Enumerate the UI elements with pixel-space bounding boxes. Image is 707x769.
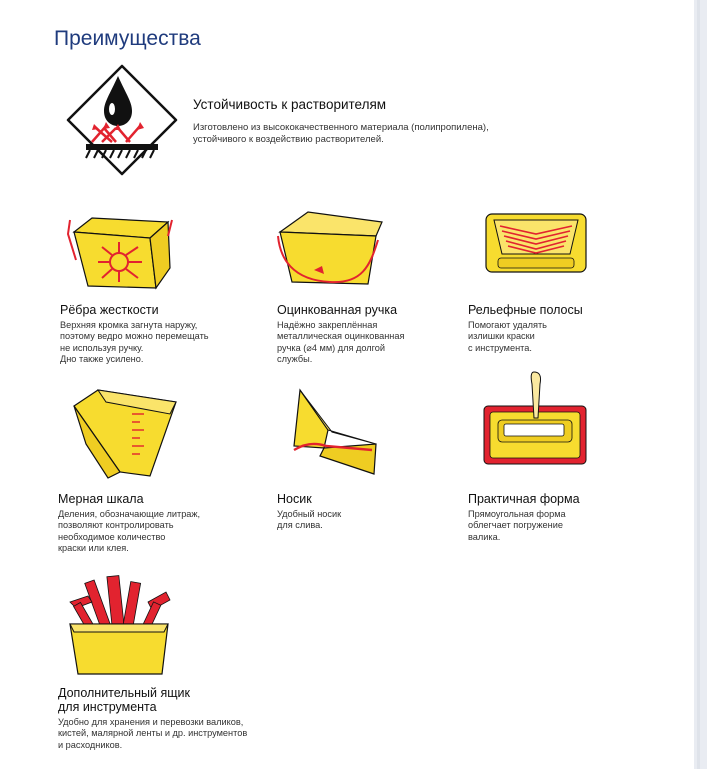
solvent-title: Устойчивость к растворителям xyxy=(193,97,387,112)
page-title: Преимущества xyxy=(54,27,201,50)
feature-title: Рёбра жесткости xyxy=(60,303,159,317)
feature-description: Прямоугольная форма облегчает погружение валика. xyxy=(468,509,566,542)
feature-description: Помогают удалять излишки краски с инструмента. xyxy=(468,320,547,353)
feature-title: Оцинкованная ручка xyxy=(277,303,398,317)
spout-icon xyxy=(290,386,380,478)
feature-title: Рельефные полосы xyxy=(468,303,583,317)
feature-practical-shape xyxy=(468,492,580,543)
feature-description: Надёжно закреплённая металлическая оцинкованная ручка (⌀4 мм) для долгой службы. xyxy=(277,320,405,365)
feature-description: Удобный носик для слива. xyxy=(277,509,342,531)
feature-description: Верхняя кромка загнута наружу, поэтому ведро можно перемещать не используя ручку. Дно также усилено. xyxy=(60,320,209,365)
stiffening-ribs-icon xyxy=(64,212,176,294)
feature-title: Носик xyxy=(277,492,312,506)
right-scrollbar[interactable] xyxy=(694,0,707,769)
galvanized-handle-icon xyxy=(272,208,388,294)
feature-spout xyxy=(277,492,341,532)
feature-tool-box xyxy=(58,686,247,751)
feature-title: Практичная форма xyxy=(468,492,580,506)
solvent-resistance-icon xyxy=(66,64,178,176)
scrollbar-track xyxy=(697,0,700,769)
feature-relief-stripes xyxy=(468,303,583,354)
solvent-description: Изготовлено из высококачественного материала (полипропилена), устойчивого к воздействию растворителей. xyxy=(193,122,489,145)
roller-tray-icon xyxy=(482,368,588,468)
measuring-scale-icon xyxy=(72,388,184,484)
feature-title: Мерная шкала xyxy=(58,492,144,506)
feature-description: Удобно для хранения и перевозки валиков, кистей, малярной ленты и др. инструментов и расходников. xyxy=(58,717,248,750)
feature-description: Деления, обозначающие литраж, позволяют контролировать необходимое количество краски или клея. xyxy=(58,509,201,554)
feature-galvanized-handle xyxy=(277,303,404,366)
feature-measuring-scale xyxy=(58,492,200,555)
feature-stiffening-ribs xyxy=(60,303,209,366)
tool-box-icon xyxy=(64,572,176,680)
feature-title: Дополнительный ящик для инструмента xyxy=(58,686,190,714)
relief-stripes-icon xyxy=(484,212,588,276)
